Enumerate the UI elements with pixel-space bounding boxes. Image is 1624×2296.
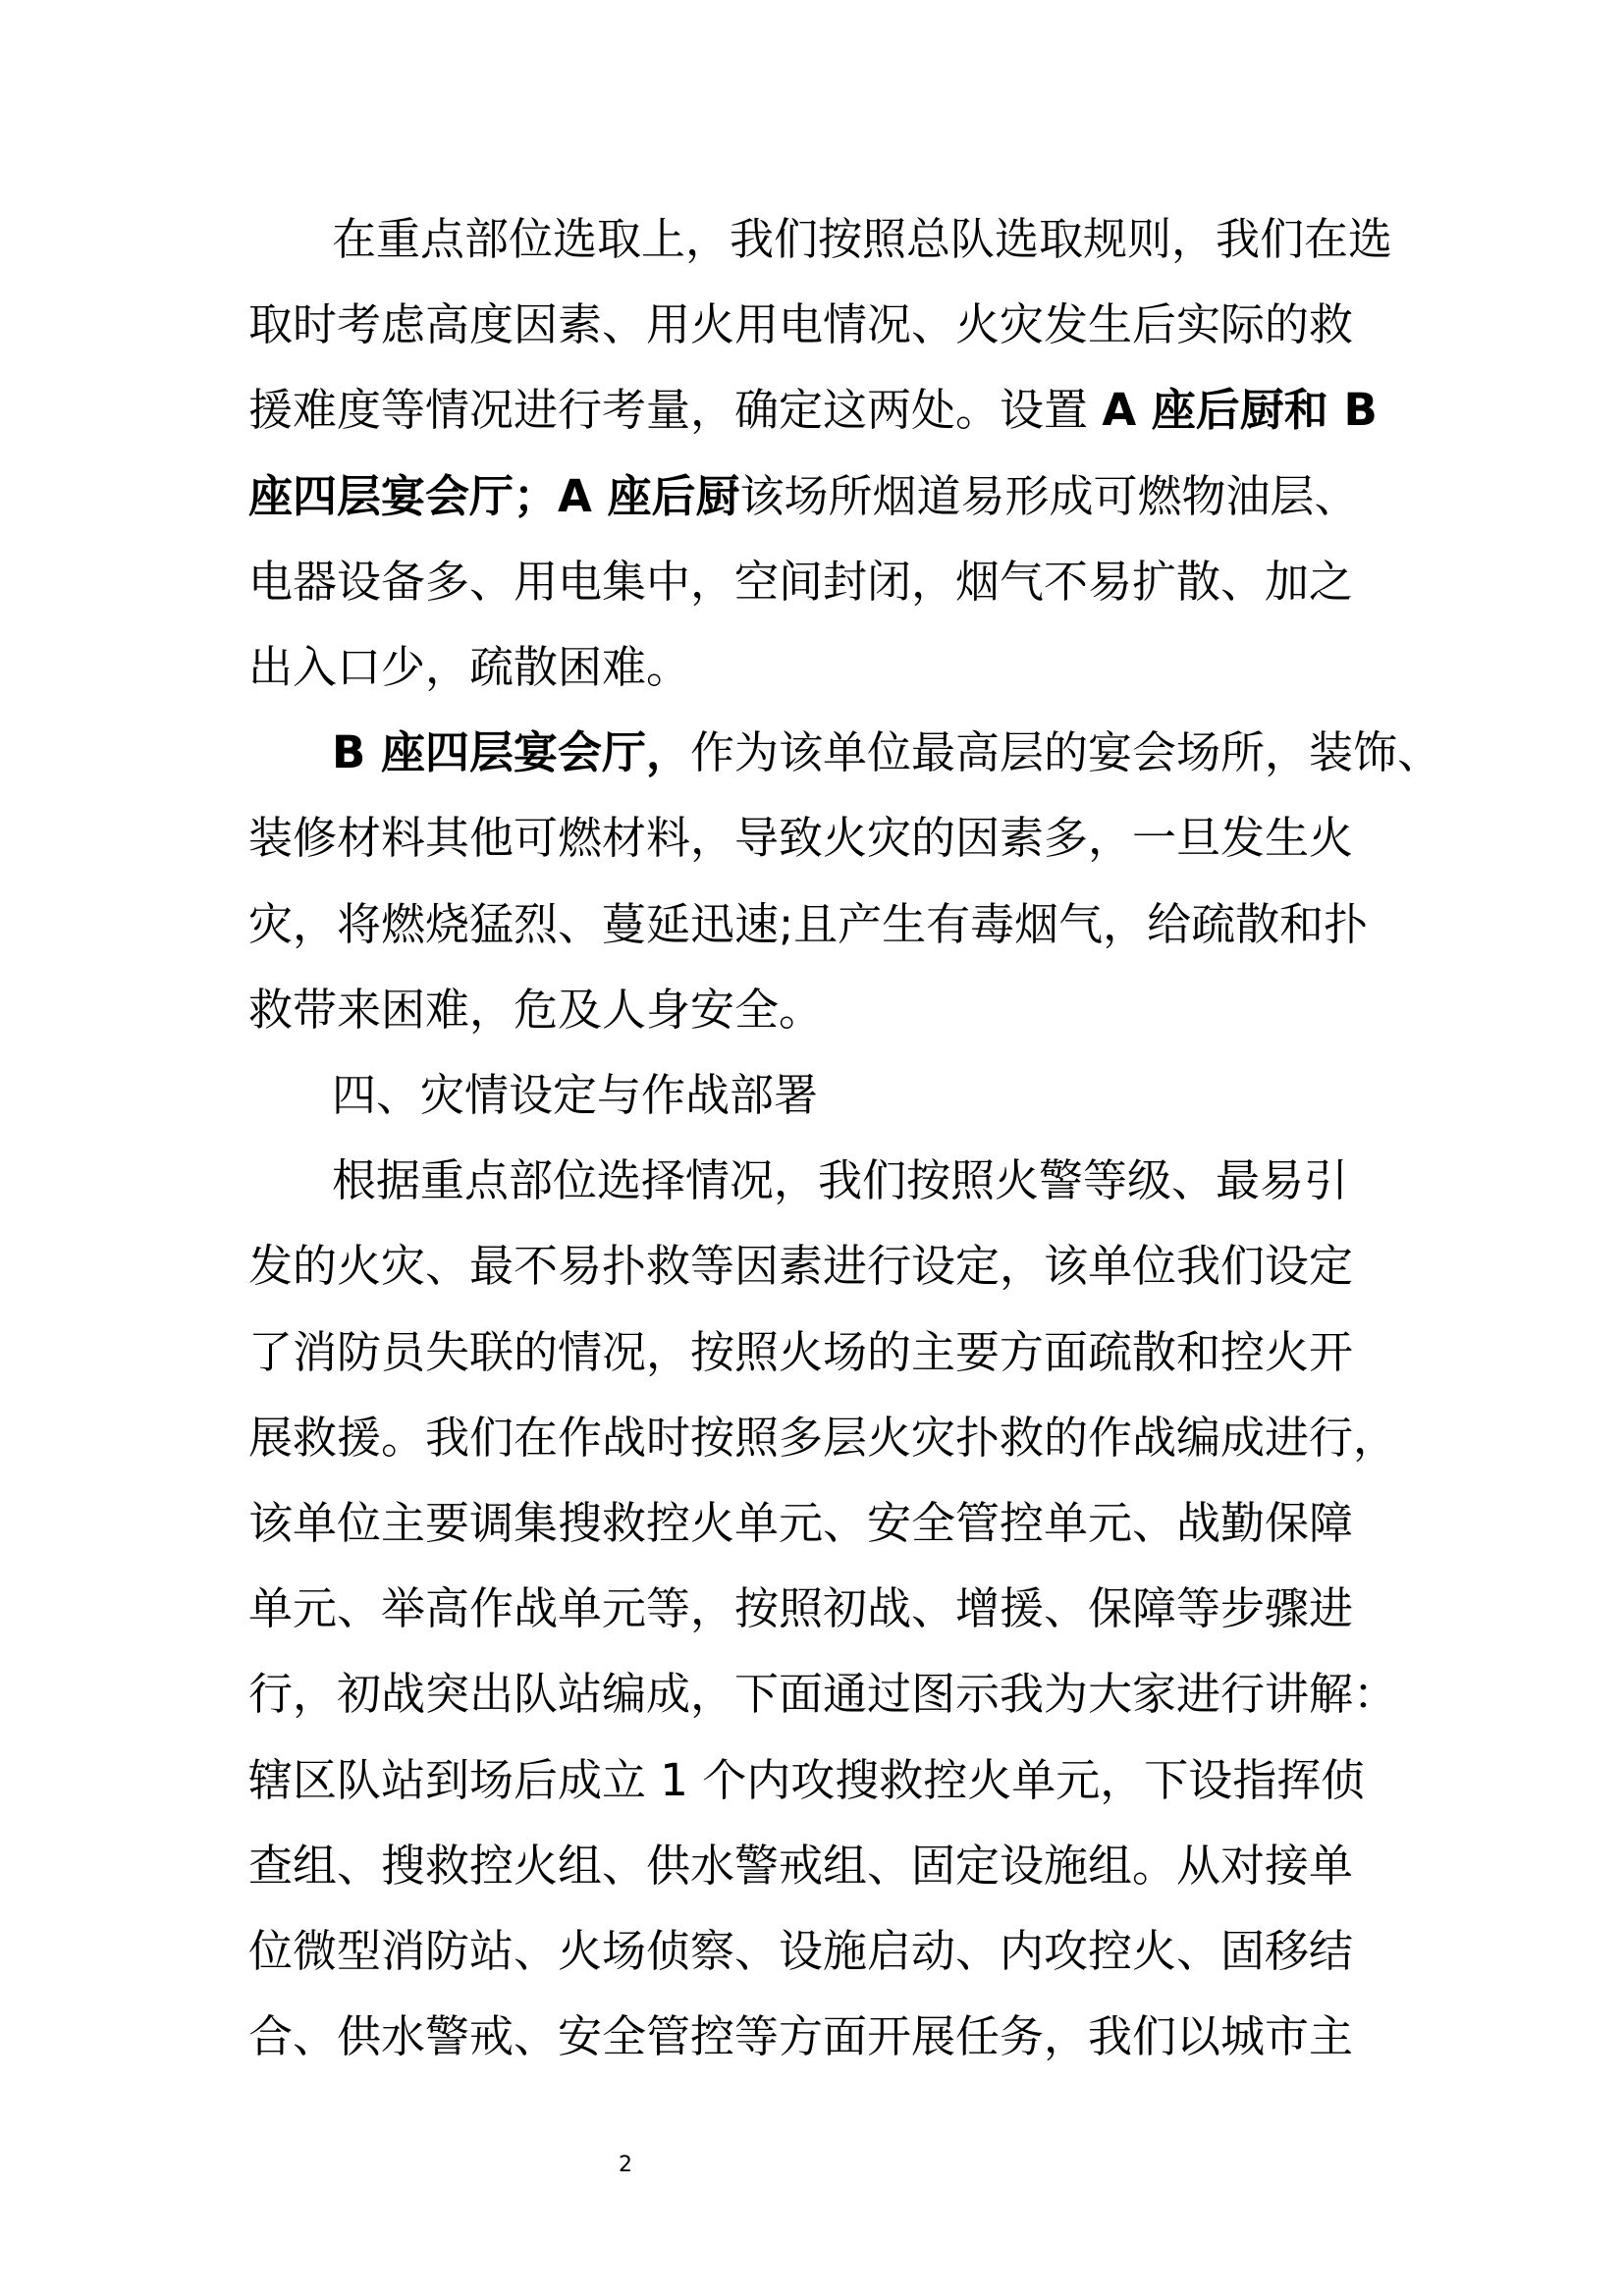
text-run: 合、供水警戒、安全管控等方面开展任务，我们以城市主: [248, 2010, 1354, 2063]
text-run: 在重点部位选取上，我们按照总队选取规则，我们在选: [332, 213, 1393, 265]
text-line: [248, 809, 1353, 868]
text-run: 发的火灾、最不易扑救等因素进行设定，该单位我们设定: [248, 1240, 1354, 1293]
text-line: [332, 723, 1441, 782]
text-line: [332, 1151, 1348, 1210]
text-line: [248, 1494, 1353, 1553]
text-run: 作为该单位最高层的宴会场所，装饰、: [689, 726, 1441, 779]
text-line: [332, 210, 1392, 269]
text-run: 辖区队站到场后成立 1 个内攻搜救控火单元，下设指挥侦: [248, 1753, 1366, 1806]
text-line: [248, 895, 1368, 954]
text-run: 展救援。我们在作战时按照多层火灾扑救的作战编成进行，: [248, 1411, 1398, 1464]
text-line: [248, 1922, 1353, 1981]
text-run: 装修材料其他可燃材料，导致火灾的因素多，一旦发生火: [248, 812, 1354, 865]
text-line: [248, 1837, 1353, 1896]
text-run: 单元、举高作战单元等，按照初战、增援、保障等步骤进: [248, 1582, 1354, 1635]
text-run: 根据重点部位选择情况，我们按照火警等级、最易引: [332, 1154, 1349, 1207]
text-line: [248, 467, 1359, 526]
text-run: 该单位主要调集搜救控火单元、安全管控单元、战勤保障: [248, 1497, 1354, 1549]
text-run: 位微型消防站、火场侦察、设施启动、内攻控火、固移结: [248, 1925, 1354, 1977]
bold-text-run: B 座四层宴会厅，: [332, 726, 690, 779]
text-line: [248, 1323, 1353, 1382]
text-run: 电器设备多、用电集中，空间封闭，烟气不易扩散、加之: [248, 555, 1354, 608]
text-line: [248, 1409, 1397, 1468]
text-run: 取时考虑高度因素、用火用电情况、火灾发生后实际的救: [248, 298, 1354, 351]
bold-text-run: A 座后厨和 B: [1102, 384, 1378, 437]
text-line: [248, 638, 690, 697]
bold-text-run: 座四层宴会厅；A 座后厨: [248, 469, 740, 522]
text-run: 援难度等情况进行考量，确定这两处。设置: [248, 384, 1103, 437]
text-run: 出入口少，疏散困难。: [248, 641, 691, 693]
text-line: [248, 1579, 1353, 1638]
text-line: [248, 1237, 1353, 1296]
text-line: [332, 1066, 818, 1125]
text-run: 四、灾情设定与作战部署: [332, 1069, 819, 1121]
page-number: 2: [619, 2153, 632, 2177]
text-run: 该场所烟道易形成可燃物油层、: [739, 469, 1359, 522]
text-run: 了消防员失联的情况，按照火场的主要方面疏散和控火开: [248, 1325, 1354, 1378]
text-run: 行，初战突出队站编成，下面通过图示我为大家进行讲解：: [248, 1668, 1398, 1721]
text-run: 救带来困难，危及人身安全。: [248, 983, 824, 1036]
text-line: [248, 1665, 1397, 1724]
text-line: [248, 295, 1353, 354]
text-line: [248, 2007, 1353, 2066]
text-run: 灾，将燃烧猛烈、蔓延迅速;且产生有毒烟气，给疏散和扑: [248, 897, 1369, 950]
text-line: [248, 981, 823, 1040]
text-run: 查组、搜救控火组、供水警戒组、固定设施组。从对接单: [248, 1839, 1354, 1892]
text-line: [248, 1751, 1365, 1810]
text-line: [248, 553, 1353, 612]
text-line: [248, 381, 1378, 440]
